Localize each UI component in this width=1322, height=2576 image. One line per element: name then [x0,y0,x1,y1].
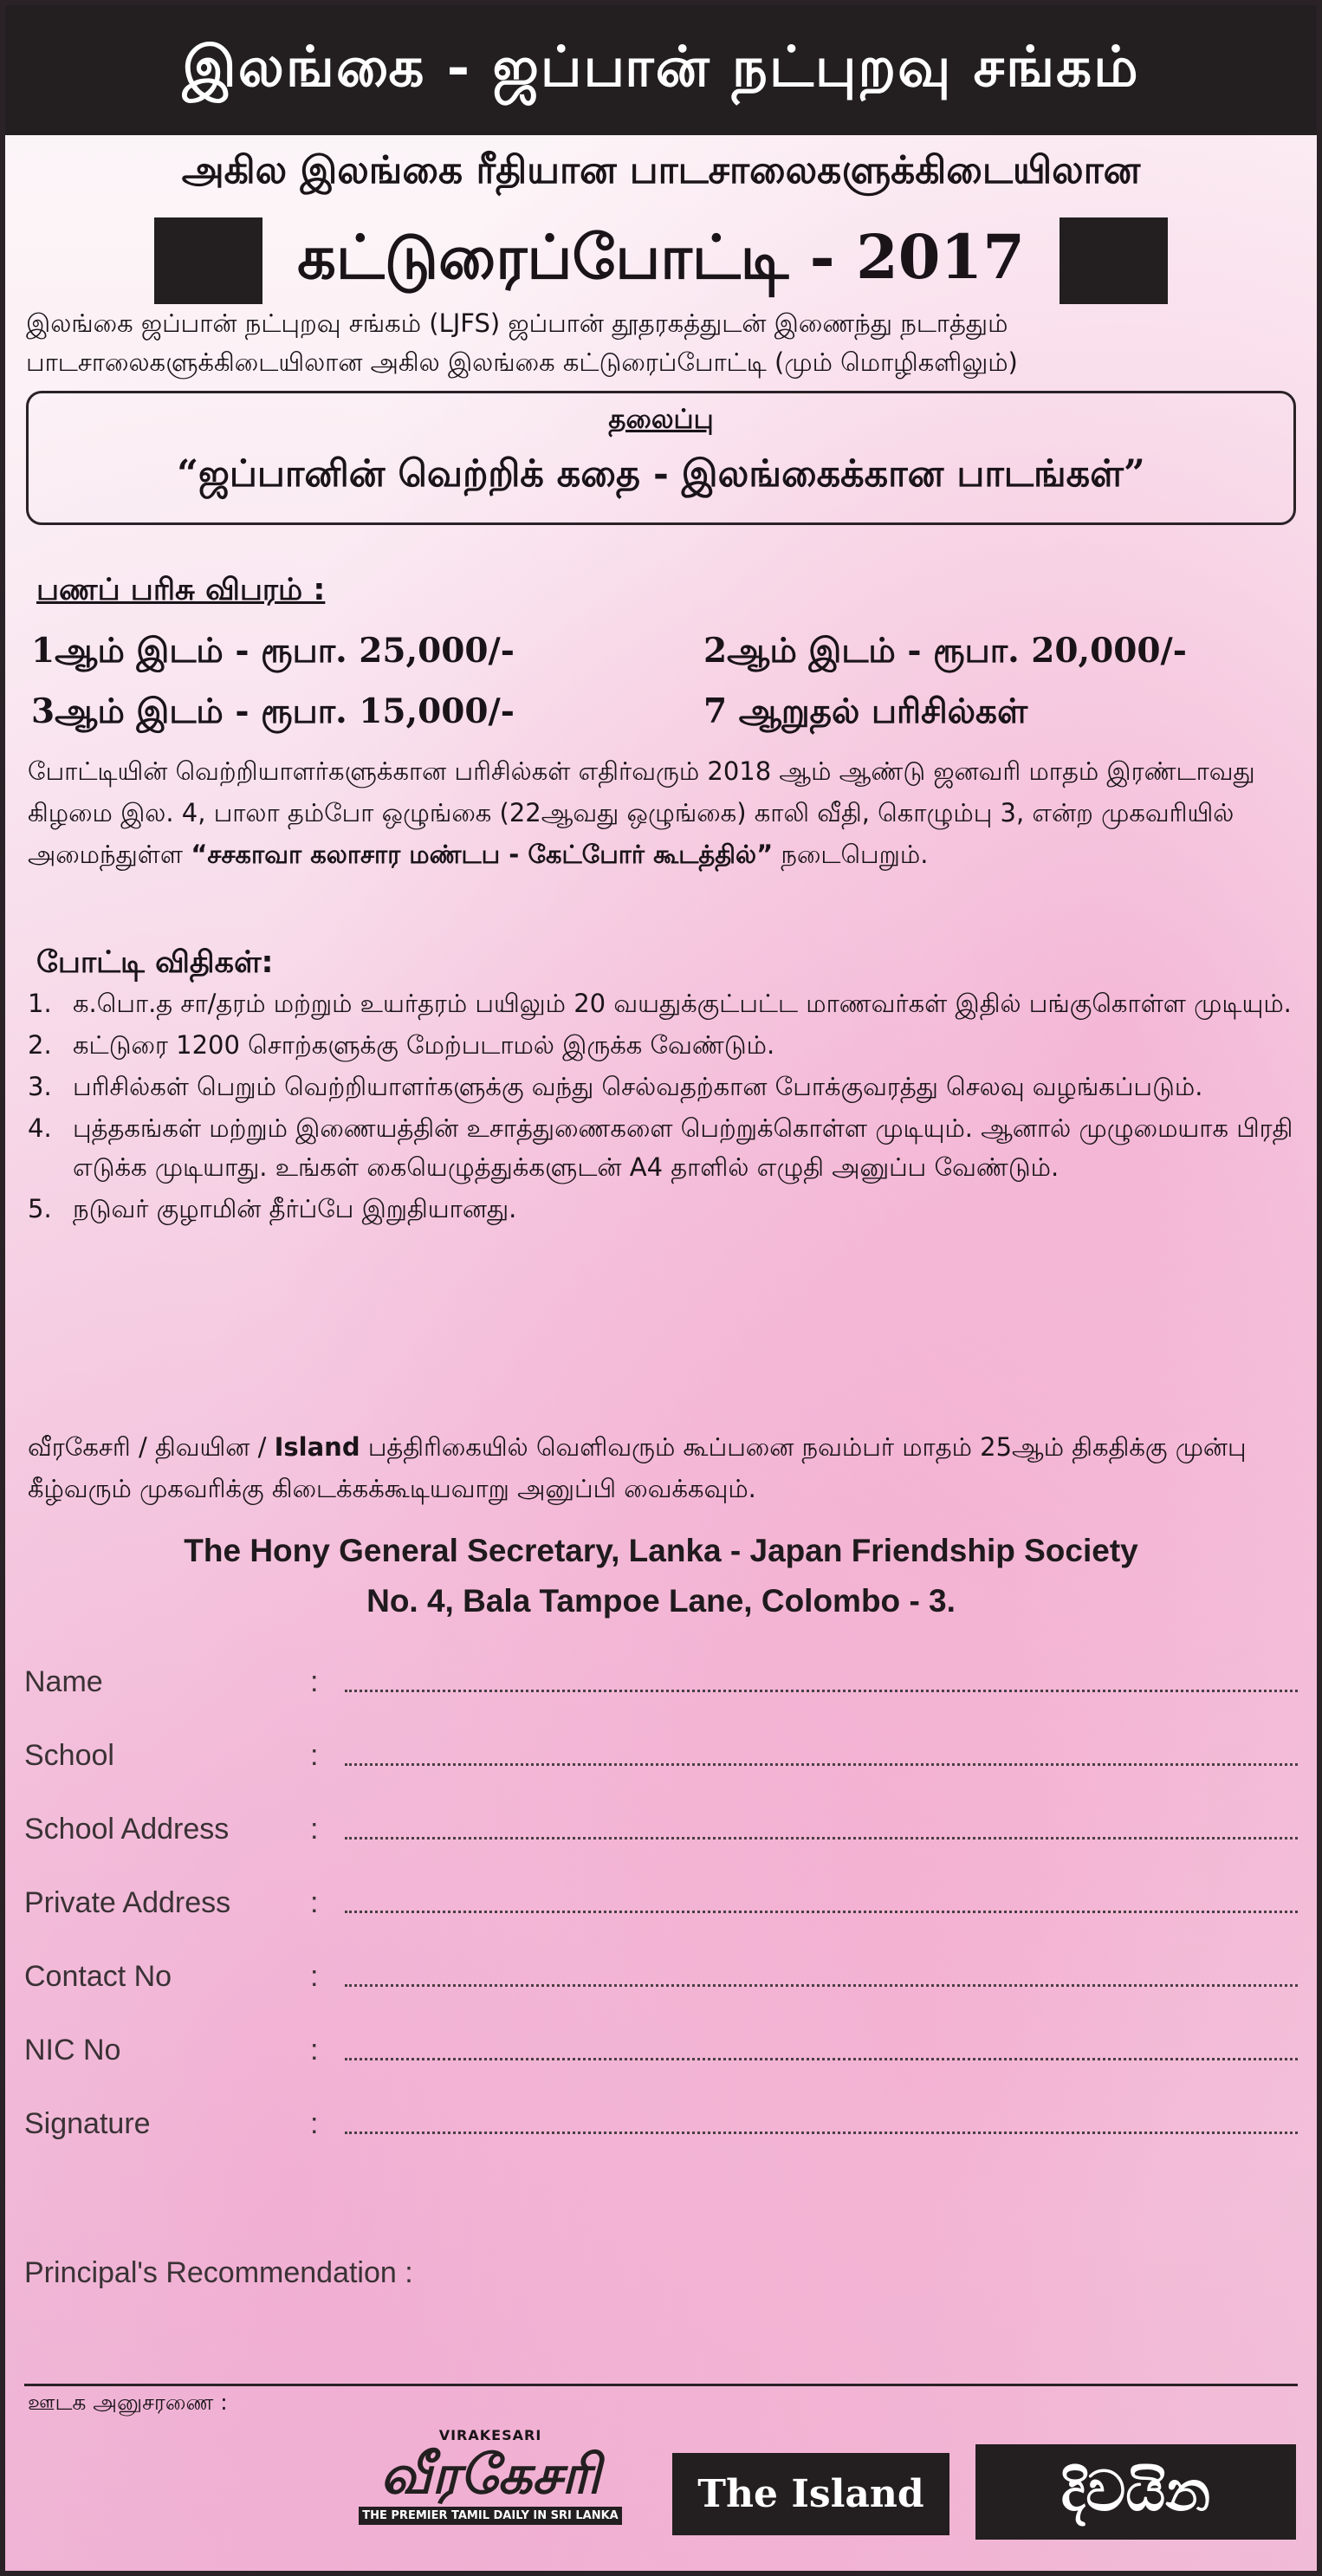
name-field[interactable] [345,1675,1298,1692]
field-colon: : [310,1813,319,1846]
topic-box [26,391,1296,525]
field-label: School [24,1739,114,1772]
nic-no-field[interactable] [345,2043,1298,2060]
rule-text: க.பொ.த சா/தரம் மற்றும் உயர்தரம் பயிலும் 20 வயதுக்குட்பட்ட மாணவர்கள் இதில் பங்குகொள்ள முடியும். [73,989,1292,1018]
form-row-contact [24,1920,1298,1994]
mailing-address [5,1526,1317,1626]
rule-item [28,1067,1301,1106]
rules-list [28,984,1301,1231]
intro-line-2: பாடசாலைகளுக்கிடையிலான அகில இலங்கை கட்டுரைப்போட்டி (மும் மொழிகளிலும்) [26,347,1018,377]
subtitle: அகில இலங்கை ரீதியான பாடசாலைகளுக்கிடையிலான [181,148,1141,192]
footer-divider [24,2384,1298,2386]
rule-number: 3. [28,1072,52,1101]
form-row-name [24,1625,1298,1699]
rule-text: நடுவர் குழாமின் தீர்ப்பே இறுதியானது. [73,1194,517,1223]
rule-number: 4. [28,1113,52,1143]
virakesari-logo [326,2427,655,2540]
rule-number: 5. [28,1194,52,1223]
field-label: Contact No [24,1960,172,1993]
field-label: NIC No [24,2034,121,2067]
address-line-1: The Hony General Secretary, Lanka - Japan Friendship Society [184,1533,1138,1568]
rule-text: கட்டுரை 1200 சொற்களுக்கு மேற்படாமல் இருக்க வேண்டும். [73,1030,775,1060]
form-row-nic [24,1994,1298,2067]
ceremony-paragraph [28,750,1301,875]
rule-text: பரிசில்கள் பெறும் வெற்றியாளர்களுக்கு வந்து செல்வதற்கான போக்குவரத்து செலவு வழங்கப்படும். [73,1072,1203,1101]
field-colon: : [310,1665,319,1698]
topic-text: “ஜப்பானின் வெற்றிக் கதை - இலங்கைக்கான பாடங்கள்” [177,452,1145,496]
field-colon: : [310,1886,319,1919]
send-note-text: பத்திரிகையில் வெளிவரும் கூப்பனை நவம்பர் மாதம் 25ஆம் திகதிக்கு முன்பு கீழ்வரும் முகவரிக்கு கிடைக்கக்கூடியவாறு அனுப்பி வைக்கவும். [28,1432,1247,1503]
form-row-signature [24,2067,1298,2141]
rule-text: புத்தகங்கள் மற்றும் இணையத்தின் உசாத்துணைகளை பெற்றுக்கொள்ள முடியும். ஆனால் முழுமையாக பிரதி எடுக்க முடியாது. உங்கள் கையெழுத்துக்களுடன் A4 தாளில் எழுதி அனுப்ப வேண்டும். [73,1113,1293,1182]
decor-block-left [154,217,262,304]
prize-second: 2ஆம் இடம் - ரூபா. 20,000/- [703,631,1187,671]
principal-recommendation-label: Principal's Recommendation : [24,2256,413,2289]
competition-title-row [5,213,1317,308]
virakesari-logo-main: வீரகேசரி [380,2443,600,2506]
topic-label: தலைப்பு [608,404,714,435]
ceremony-text-2: நடைபெறும். [781,840,929,869]
rule-item [28,1109,1301,1187]
rule-number: 1. [28,989,52,1018]
header-title: இலங்கை - ஜப்பான் நட்புறவு சங்கம் [5,5,1317,135]
signature-field[interactable] [345,2117,1298,2134]
send-note [28,1426,1301,1509]
field-label: Name [24,1665,103,1698]
field-label: School Address [24,1813,230,1846]
ceremony-text-1: போட்டியின் வெற்றியாளர்களுக்கான பரிசில்கள் எதிர்வரும் 2018 ஆம் ஆண்டு ஜனவரி மாதம் இரண்டாவது கிழமை இல. 4, பாலா தம்போ ஒழுங்கை (22ஆவது ஒழுங்கை) காலி வீதி, கொழும்பு 3, என்ற முகவரியில் அமைந்துள்ள [28,756,1255,869]
field-colon: : [310,2107,319,2140]
send-note-island: Island [274,1432,360,1462]
rule-item [28,984,1301,1023]
form-row-school [24,1699,1298,1773]
private-address-field[interactable] [345,1896,1298,1913]
field-colon: : [310,1739,319,1772]
divaina-logo: දිවයින [975,2444,1296,2540]
intro-line-1: இலங்கை ஜப்பான் நட்புறவு சங்கம் (LJFS) ஜப்பான் தூதரகத்துடன் இணைந்து நடாத்தும் [26,308,1008,338]
field-label: Private Address [24,1886,231,1919]
field-label: Signature [24,2107,151,2140]
field-colon: : [310,1960,319,1993]
contact-no-field[interactable] [345,1969,1298,1987]
address-line-2: No. 4, Bala Tampoe Lane, Colombo - 3. [366,1583,956,1619]
school-field[interactable] [345,1749,1298,1766]
intro-text [26,304,1299,382]
virakesari-logo-tagline: THE PREMIER TAMIL DAILY IN SRI LANKA [359,2507,622,2525]
prize-third: 3ஆம் இடம் - ரூபா. 15,000/- [31,691,515,731]
prize-heading: பணப் பரிசு விபரம் : [36,573,326,607]
prize-first: 1ஆம் இடம் - ரூபா. 25,000/- [31,631,515,671]
virakesari-logo-top: VIRAKESARI [438,2427,542,2443]
entry-form [24,1625,1298,2141]
rule-item [28,1190,1301,1229]
field-colon: : [310,2034,319,2067]
island-logo: The Island [672,2453,949,2535]
media-sponsor-label: ஊடக அனுசரணை : [28,2390,228,2415]
rules-heading: போட்டி விதிகள்: [36,945,274,980]
prize-consolation: 7 ஆறுதல் பரிசில்கள் [703,691,1028,731]
rule-item [28,1026,1301,1065]
form-row-private-address [24,1846,1298,1920]
form-row-school-address [24,1773,1298,1846]
competition-title: கட்டுரைப்போட்டி - 2017 [297,221,1025,293]
ceremony-venue: “சசகாவா கலாசார மண்டப - கேட்போர் கூடத்தில்” [191,840,774,869]
decor-block-right [1060,217,1168,304]
send-note-prefix: வீரகேசரி / திவயின / [28,1432,267,1462]
school-address-field[interactable] [345,1822,1298,1840]
rule-number: 2. [28,1030,52,1060]
